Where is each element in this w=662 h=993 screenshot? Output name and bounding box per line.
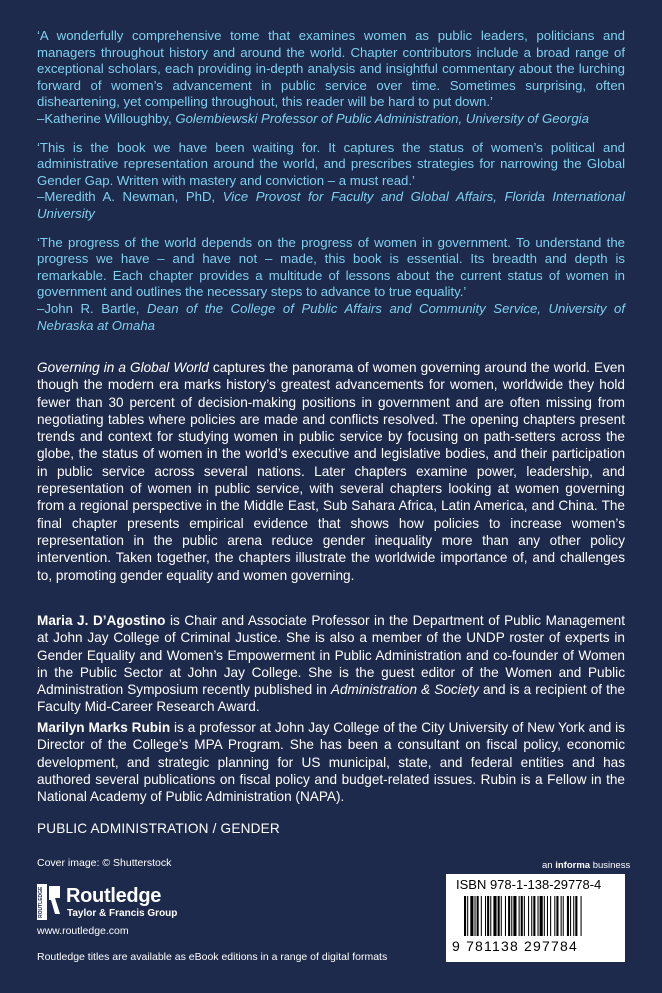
barcode-bar (470, 896, 473, 936)
barcode-bar (570, 896, 571, 936)
informa-business-mark: an informa business (542, 860, 631, 871)
bio-text-end: and is a recipient of the Faculty Mid-Career Research Award. (37, 682, 626, 715)
publisher-group: Taylor & Francis Group (67, 908, 178, 919)
endorser-title: Vice Provost for Faculty and Global Affairs, Florida International University (37, 189, 625, 221)
subject-category: PUBLIC ADMINISTRATION / GENDER (37, 821, 280, 836)
endorsement-attribution (37, 111, 625, 128)
barcode-bar (556, 896, 558, 936)
endorsement-attribution (37, 301, 625, 334)
barcode-bars (454, 896, 617, 940)
endorsement-3 (37, 235, 625, 335)
logo-vertical-text: ROUTLEDGE (38, 886, 44, 918)
publisher-name: Routledge (66, 885, 162, 907)
barcode-bar (464, 896, 466, 936)
barcode-bar (581, 896, 582, 936)
publisher-url[interactable]: www.routledge.com (37, 925, 129, 937)
barcode-bar (519, 896, 520, 936)
barcode-bar (575, 896, 577, 936)
author-bio-1 (37, 612, 625, 716)
routledge-logo-icon (37, 884, 61, 920)
isbn-label: ISBN 978-1-138-29778-4 (456, 877, 602, 892)
endorsement-1 (37, 28, 625, 128)
barcode-bar (513, 896, 516, 936)
barcode-bar (573, 896, 574, 936)
barcode-bar (511, 896, 512, 936)
barcode-bar (538, 896, 539, 936)
endorsement-text: ‘This is the book we have been waiting for. It captures the status of women’s political and administrative representation around the world, and prescribes strategies for narrowing the Global Gender Gap. Written with mastery and conviction – a must read.’ (37, 139, 625, 188)
book-description (37, 359, 625, 584)
barcode-bar (528, 896, 529, 936)
journal-title: Administration & Society (330, 682, 479, 698)
endorser-name: –Katherine Willoughby, (37, 110, 172, 126)
barcode-bar (544, 896, 545, 936)
barcode-bar (487, 896, 489, 936)
endorsement-2 (37, 140, 625, 223)
bio-text: is Chair and Associate Professor in the Department of Public Management at John Jay College of Criminal Justice. She is also a member of the UNDP roster of experts in Gender Equality and Women’s Empowerment in Public Administration and co-founder of Women in the Public Sector at John Jay College. She is the guest editor of the Women and Public Administration Symposium recently published in (37, 613, 626, 698)
description-text: captures the panorama of women governing around the world. Even though the modern era marks history’s greatest advancements for women, worldwide they hold fewer than 30 percent of decision-making positions in government and are often missing from negotiating tables where policies are made and conflicts resolved. The opening chapters present trends and context for studying women in public service by focusing on path-setters across the globe, the status of women in the world’s executive and legislative bodies, and their participation in public service across several nations. Later chapters examine power, leadership, and representation of women in public service, with several chapters looking at women governing from a regional perspective in the Middle East, Sub Sahara Africa, Latin America, and China. The final chapter presents empirical evidence that shows how policies to increase women’s representation in the public arena reduce gender inequality more than any other policy intervention. Taken together, the chapters illustrate the worldwide importance of, and challenges to, promoting gender equality and women governing. (37, 360, 625, 583)
barcode-bar (485, 896, 486, 936)
publisher-logo (37, 884, 187, 922)
barcode-bar (561, 896, 562, 936)
endorser-name: –Meredith A. Newman, PhD, (37, 189, 216, 205)
barcode-bar (501, 896, 502, 936)
barcode-bar (467, 896, 468, 936)
endorsement-text: ‘A wonderfully comprehensive tome that examines women as public leaders, politicians and managers throughout history and around the world. Chapter contributors include a broad range of exceptional scholars, each providing in-depth analysis and insightful commentary about the lurching forward of women’s advancement in public service over time. Sometimes surprising, often disheartening, yet compelling throughout, this reader will be hard to put down.’ (37, 28, 625, 110)
barcode-bar (550, 896, 551, 936)
barcode-bar (475, 896, 476, 936)
barcode-bar (493, 896, 496, 936)
ebook-note: Routledge titles are available as eBook editions in a range of digital formats (37, 951, 388, 963)
endorsement-attribution (37, 189, 625, 222)
endorsement-text: ‘The progress of the world depends on the progress of women in government. To understand the progress we have – and have not – made, this book is essential. Its breadth and depth is remarkable. Each chapter provides a multitude of lessons about the current status of women in government and outlines the necessary steps to advance to true equality.’ (37, 234, 625, 300)
barcode-bar (481, 896, 482, 936)
isbn-barcode (446, 874, 625, 962)
author-name: Marilyn Marks Rubin (37, 720, 171, 735)
book-title: Governing in a Global World (37, 360, 209, 375)
endorser-name: –John R. Bartle, (37, 300, 140, 316)
endorser-title: Dean of the College of Public Affairs and Community Service, University of Nebraska at Omaha (37, 300, 625, 333)
barcode-bar (490, 896, 491, 936)
barcode-bar (521, 896, 523, 936)
barcode-bar (540, 896, 543, 936)
barcode-digits: 9 781138 297784 (452, 938, 578, 954)
barcode-bar (547, 896, 548, 936)
barcode-bar (531, 896, 532, 936)
barcode-bar (533, 896, 535, 936)
barcode-bar (524, 896, 525, 936)
endorsements (37, 28, 625, 346)
informa-brand: informa (555, 860, 591, 871)
bio-text: is a professor at John Jay College of the City University of New York and is Director of the College’s MPA Program. She has been a consultant on fiscal policy, economic development, and strategic planning for US municipal, state, and federal entities and has authored several publications on fiscal policy and budget-related issues. Rubin is a Fellow in the National Academy of Public Administration (NAPA). (37, 720, 625, 805)
author-bio-2 (37, 719, 625, 805)
barcode-bar (505, 896, 506, 936)
barcode-bar (498, 896, 500, 936)
author-name: Maria J. D’Agostino (37, 613, 166, 628)
endorser-title: Golembiewski Professor of Public Administration, University of Georgia (175, 110, 589, 126)
cover-credit: Cover image: © Shutterstock (37, 857, 172, 869)
barcode-bar (563, 896, 564, 936)
barcode-bar (477, 896, 479, 936)
barcode-bar (508, 896, 510, 936)
barcode-bar (554, 896, 555, 936)
barcode-bar (567, 896, 569, 936)
